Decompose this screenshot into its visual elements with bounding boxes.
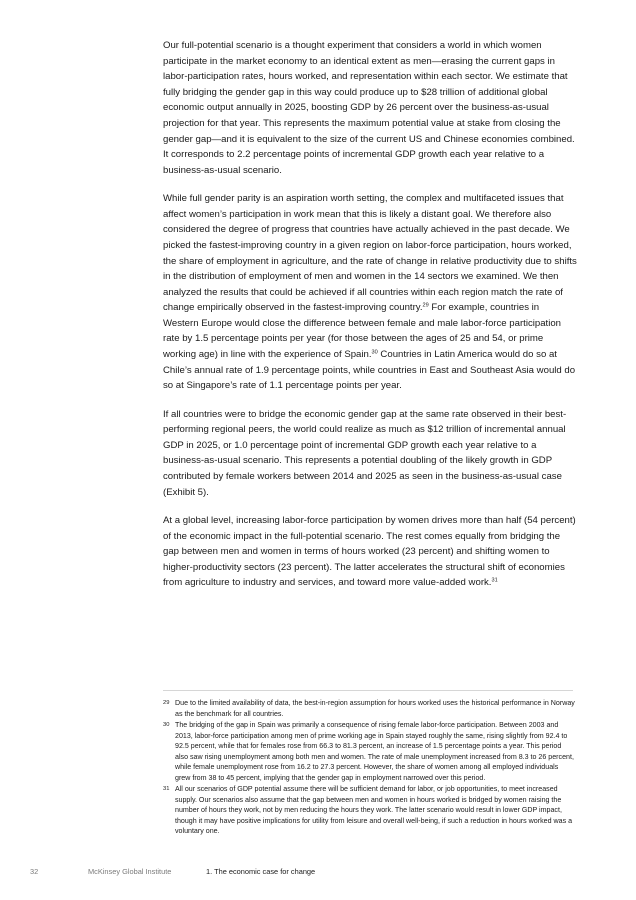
paragraph-text: While full gender parity is an aspiration worth setting, the complex and multifaceted issues that affect women’s participation in work mean that this is likely a distant goal. We therefore also considered the degree of progress that countries have actually achieved in the past decade. We picked the fastest-improving country in a given region on labor-force participation, hours worked, the share of employment in agriculture, and the rate of change in relative productivity due to shifts in the distribution of employment of men and women in the 14 sectors we examined. We then analyzed the results that could be achieved if all countries within each region match the rate of change empirically observed in the fastest-improving country.	[163, 193, 577, 314]
paragraph	[163, 38, 577, 178]
footnote-ref: 29	[422, 302, 429, 309]
paragraph	[163, 407, 577, 501]
footnote-divider	[163, 690, 573, 691]
paragraph-text: At a global level, increasing labor-force participation by women drives more than half (54 percent) of the economic impact in the full-potential scenario. The rest comes equally from bridging the gap between men and women in terms of hours worked (23 percent) and shifting women to higher-productivity sectors (23 percent). The latter accelerates the structural shift of economies from agriculture to industry and services, and toward more value-added work.	[163, 515, 576, 589]
page-number: 32	[30, 867, 39, 876]
footnote-text: The bridging of the gap in Spain was primarily a consequence of rising female labor-force participation. Between 2003 and 2013, labor-force participation among men of prime working age in Spain stayed roughly the same, rising slightly from 92.4 to 92.5 percent, while that for females rose from 66.3 to 81.3 percent, an increase of 1.5 percentage points a year. This period also saw rising unemployment among both men and women. The rate of male unemployment increased from 8.3 to 26 percent, while female unemployment rose from 16.2 to 27.3 percent. However, the share of women among all employed individuals grew from 38 to 45 percent, implying that the gender gap in employment narrowed over this period.	[175, 721, 574, 782]
footnote-ref: 30	[371, 349, 378, 356]
publisher-name: McKinsey Global Institute	[88, 867, 172, 876]
paragraph-text: Countries in Latin America would do so at Chile’s annual rate of 1.9 percentage points, while countries in East and Southeast Asia would do so at Singapore’s rate of 1.1 percentage points per year.	[163, 349, 576, 392]
section-title: 1. The economic case for change	[206, 867, 316, 876]
footnotes	[163, 698, 575, 838]
footnote-number: 29	[163, 700, 170, 706]
footnote	[163, 698, 575, 719]
footnote-text: Due to the limited availability of data, the best-in-region assumption for hours worked uses the historical performance in Norway as the benchmark for all countries.	[175, 699, 575, 718]
paragraph-text: Our full-potential scenario is a thought experiment that considers a world in which women participate in the market economy to an identical extent as men—erasing the current gaps in labor-participation rates, hours worked, and representation within each sector. We estimate that fully bridging the gender gap in this way could produce up to $28 trillion of additional global economic output annually in 2025, boosting GDP by 26 percent over the business-as-usual projection for that year. This represents the maximum potential value at stake from closing the gender gap—and it is equivalent to the size of the current US and Chinese economies combined. It corresponds to 2.2 percentage points of incremental GDP growth each year relative to a business-as-usual scenario.	[163, 40, 575, 176]
footnote	[163, 720, 575, 783]
paragraph	[163, 513, 577, 591]
footnote-text: All our scenarios of GDP potential assume there will be sufficient demand for labor, or job opportunities, to meet increased supply. Our scenarios also assume that the gap between men and women in hours worked is bridged by women raising the number of hours they work, not by men reducing the hours they work. The latter scenario would result in lower GDP impact, though it may have positive implications for utility from leisure and overall well-being, if such a reduction in hours worked was a voluntary one.	[175, 785, 573, 835]
footnote-number: 31	[163, 786, 170, 792]
footnote-number: 30	[163, 722, 170, 728]
footnote	[163, 784, 575, 837]
body-text	[163, 38, 577, 604]
paragraph	[163, 191, 577, 394]
paragraph-text: For example, countries in Western Europe would close the difference between female and male labor-force participation rate by 1.5 percentage points per year (for those between the ages of 25 and 54, or prime working age) in line with the experience of Spain.	[163, 302, 562, 361]
paragraph-text: If all countries were to bridge the economic gender gap at the same rate observed in their best-performing regional peers, the world could realize as much as $12 trillion of incremental annual GDP in 2025, or 1.0 percentage point of incremental GDP growth each year relative to a business-as-usual scenario. This represents a potential doubling of the likely growth in GDP contributed by female workers between 2014 and 2025 as seen in the business-as-usual case (Exhibit 5).	[163, 408, 567, 498]
footnote-ref: 31	[491, 577, 498, 584]
